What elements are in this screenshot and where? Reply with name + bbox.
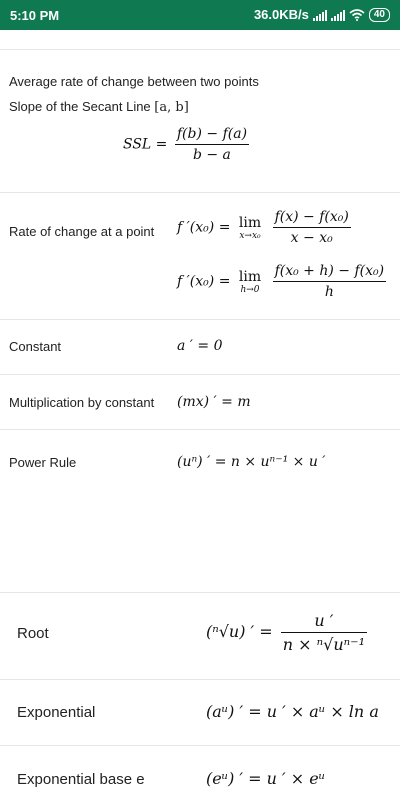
signal-icon bbox=[313, 9, 327, 21]
status-bar bbox=[0, 0, 400, 30]
rate-fraction-1 bbox=[273, 209, 351, 246]
rate-lim-2-word: lim bbox=[238, 268, 262, 285]
secant-section bbox=[0, 50, 400, 193]
secant-fraction bbox=[175, 126, 249, 163]
root-section bbox=[0, 593, 400, 680]
mult-formula: (mx) ′ = m bbox=[177, 394, 251, 410]
root-formula bbox=[206, 611, 370, 654]
wifi-icon bbox=[349, 9, 365, 21]
secant-numerator: f(b) − f(a) bbox=[176, 126, 248, 142]
battery-icon: 40 bbox=[369, 8, 390, 22]
secant-interval: [a, b] bbox=[154, 100, 189, 115]
expe-label: Exponential base e bbox=[17, 771, 145, 788]
root-numerator: u ′ bbox=[314, 611, 334, 630]
rate-fraction-2 bbox=[273, 263, 387, 300]
rate-label: Rate of change at a point bbox=[9, 224, 155, 239]
rate-formula-1 bbox=[177, 209, 354, 246]
rate-den-1: x − x₀ bbox=[273, 227, 351, 246]
constant-section bbox=[0, 320, 400, 375]
exp-formula: (aᵘ) ′ = u ′ × aᵘ × ln a bbox=[206, 702, 379, 721]
rate-section bbox=[0, 193, 400, 320]
secant-subtitle-text: Slope of the Secant Line bbox=[9, 99, 151, 114]
rate-lhs-2: f ′(x₀) = bbox=[177, 273, 231, 290]
constant-formula: a ′ = 0 bbox=[177, 338, 223, 354]
root-fraction bbox=[281, 611, 367, 654]
network-speed: 36.0KB/s bbox=[253, 7, 309, 22]
signal-icon-2 bbox=[331, 9, 345, 21]
constant-label: Constant bbox=[9, 339, 62, 354]
mult-label: Multiplication by constant bbox=[9, 395, 155, 410]
top-spacer bbox=[0, 30, 400, 50]
exp-label: Exponential bbox=[17, 704, 96, 721]
root-denominator: n × ⁿ√uⁿ⁻¹ bbox=[281, 632, 367, 654]
secant-subtitle bbox=[9, 99, 189, 115]
rate-lim-2-sub: h→0 bbox=[240, 284, 260, 295]
rate-num-2: f(x₀ + h) − f(x₀) bbox=[274, 263, 385, 279]
power-section bbox=[0, 430, 400, 593]
status-time: 5:10 PM bbox=[10, 8, 60, 23]
root-label: Root bbox=[17, 625, 49, 642]
rate-lim-1-sub: x→x₀ bbox=[239, 230, 261, 241]
rate-lim-1-word: lim bbox=[238, 214, 262, 231]
secant-denominator: b − a bbox=[175, 144, 249, 163]
status-icons bbox=[254, 7, 390, 22]
rate-lim-1 bbox=[239, 215, 261, 241]
rate-formula-2 bbox=[177, 263, 389, 300]
secant-title: Average rate of change between two points bbox=[9, 74, 259, 89]
rate-num-1: f(x) − f(x₀) bbox=[274, 209, 349, 225]
mult-section bbox=[0, 375, 400, 430]
formula-list[interactable] bbox=[0, 30, 400, 800]
rate-lim-2 bbox=[239, 269, 261, 295]
power-formula: (uⁿ) ′ = n × uⁿ⁻¹ × u ′ bbox=[177, 454, 326, 470]
secant-formula bbox=[123, 126, 252, 163]
secant-lhs: SSL = bbox=[123, 136, 168, 153]
rate-den-2: h bbox=[273, 281, 387, 300]
power-label: Power Rule bbox=[9, 455, 77, 470]
exp-section bbox=[0, 680, 400, 746]
root-lhs: (ⁿ√u) ′ = bbox=[206, 622, 273, 641]
expe-formula: (eᵘ) ′ = u ′ × eᵘ bbox=[206, 769, 326, 788]
rate-lhs-1: f ′(x₀) = bbox=[177, 219, 231, 236]
expe-section bbox=[0, 746, 400, 800]
